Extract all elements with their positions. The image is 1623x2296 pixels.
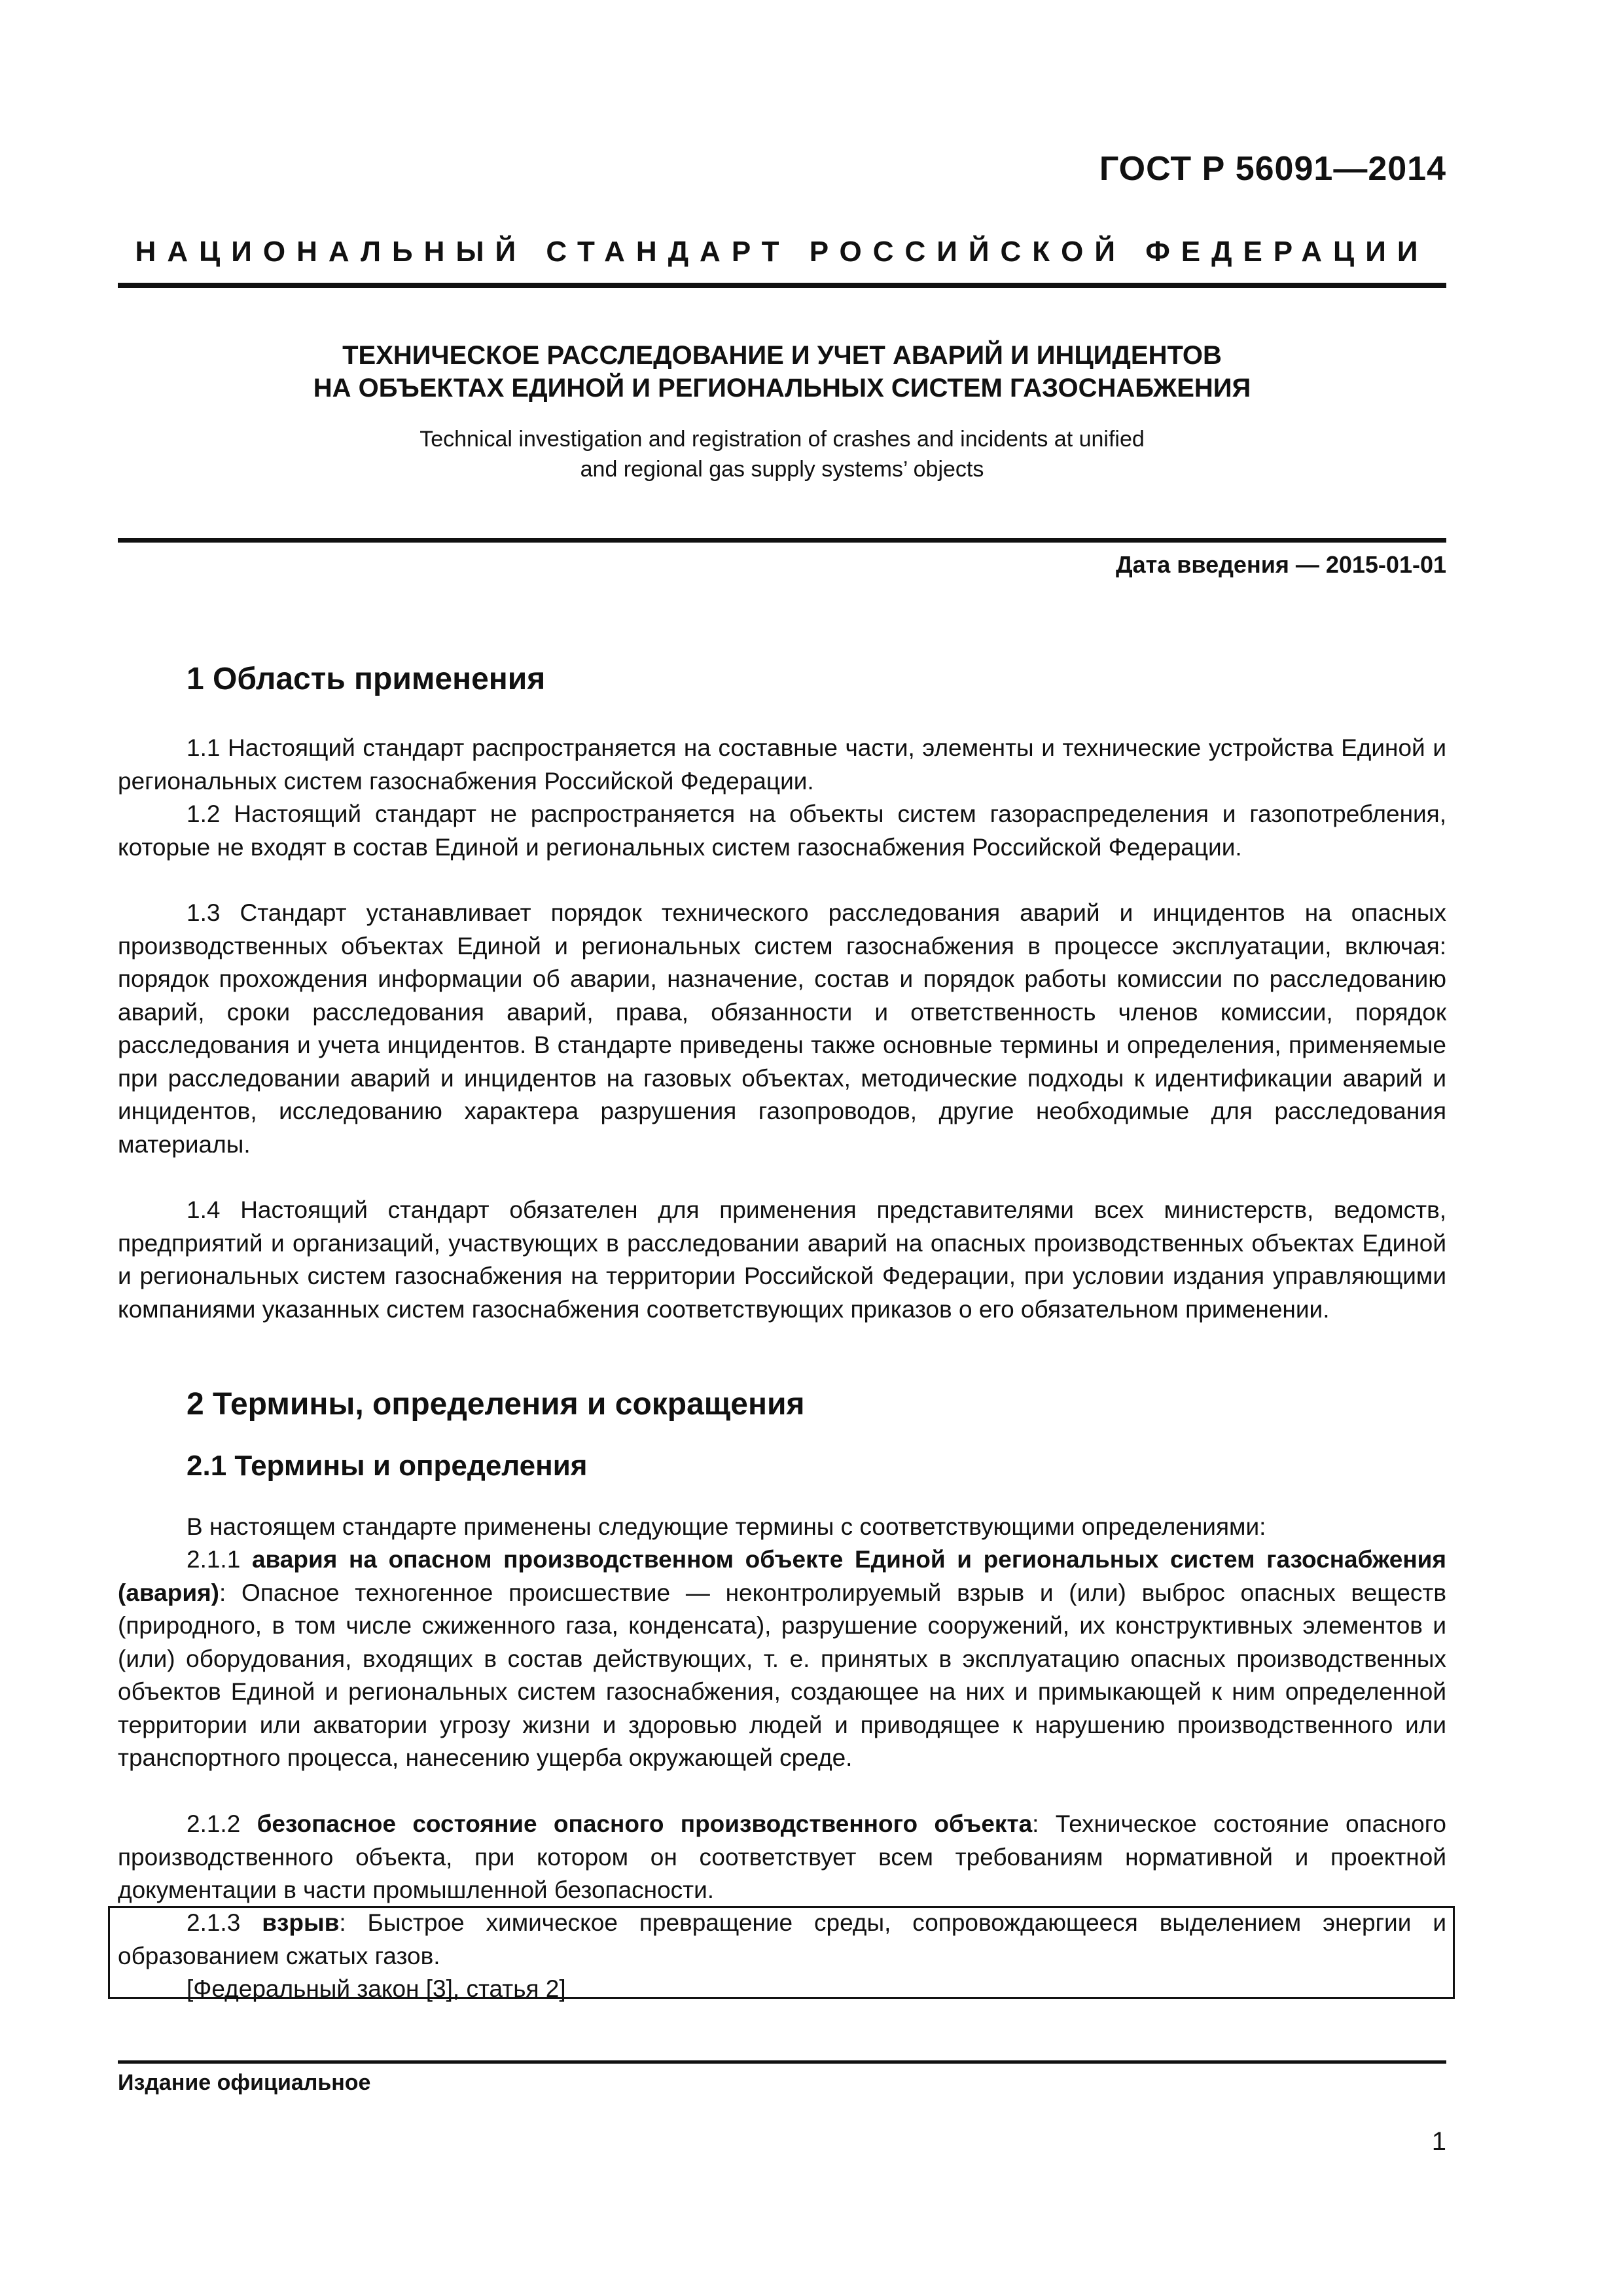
title-en bbox=[118, 424, 1446, 484]
title-en-line-2: and regional gas supply systems’ objects bbox=[580, 457, 984, 482]
section-2-heading: 2 Термины, определения и сокращения bbox=[187, 1387, 805, 1422]
section-1-heading: 1 Область применения bbox=[187, 662, 546, 696]
footer-rule bbox=[118, 2060, 1446, 2064]
term-2-1-3: 2.1.3 взрыв: Быстрое химическое превращение среды, сопровождающееся выделением энергии и образованием сжатых газов. bbox=[118, 1909, 1446, 1969]
page-number: 1 bbox=[1431, 2127, 1446, 2156]
title-ru bbox=[118, 339, 1446, 404]
middle-rule bbox=[118, 538, 1446, 543]
title-en-line-1: Technical investigation and registration of crashes and incidents at unified bbox=[419, 427, 1145, 452]
edition-label: Издание официальное bbox=[118, 2070, 371, 2095]
term-2-1-1: 2.1.1 авария на опасном производственном объекте Единой и региональных систем газоснабжения (авария): Опасное техногенное происшествие — неконтролируемый взрыв и (или) выброс опасных веществ (природного, в том числе сжиженного газа, конденсата), разрушение сооружений, их конструктивных элементов и (или) оборудования, входящих в состав действующих, т. е. принятых в эксплуатацию опасных производственных объектов Единой и региональных систем газоснабжения, создающее на них и примыкающей к ним определенной территории или акватории угрозу жизни и здоровью людей и приводящее к нарушению производственного или транспортного процесса, нанесению ущерба окружающей среде. bbox=[118, 1546, 1447, 1771]
term-2-1-2: 2.1.2 безопасное состояние опасного производственного объекта: Техническое состояние опасного производственного объекта, при котором он соответствует всем требованиям нормативной и проектной документации в части промышленной безопасности. bbox=[118, 1810, 1447, 1903]
term-2-1-2-name: безопасное состояние опасного производственного объекта bbox=[257, 1810, 1033, 1837]
paragraph-1-3: 1.3 Стандарт устанавливает порядок технического расследования аварий и инцидентов на опасных производственных объектах Единой и региональных систем газоснабжения в процессе эксплуатации, включая: порядок прохождения информации об аварии, назначение, состав и порядок работы комиссии по расследованию аварий, сроки расследования аварий, права, обязанности и ответственность членов комиссии, порядок расследования и учета инцидентов. В стандарте приведены также основные термины и определения, применяемые при расследовании аварий и инцидентов на газовых объектах, методические подходы к идентификации аварий и инцидентов, исследованию характера разрушения газопроводов, другие необходимые для расследования материалы. bbox=[118, 899, 1446, 1158]
top-rule bbox=[118, 283, 1446, 288]
introduction-date: Дата введения — 2015-01-01 bbox=[1115, 551, 1446, 578]
paragraph-1-1: 1.1 Настоящий стандарт распространяется на составные части, элементы и технические устройства Единой и региональных систем газоснабжения Российской Федерации. bbox=[118, 734, 1446, 795]
paragraph-1-4: 1.4 Настоящий стандарт обязателен для применения представителями всех министерств, ведомств, предприятий и организаций, участвующих в расследовании аварий на опасных производственных объектах Единой и региональных систем газоснабжения на территории Российской Федерации, при условии издания управляющими компаниями указанных систем газоснабжения соответствующих приказов о его обязательном применении. bbox=[118, 1196, 1446, 1323]
term-2-1-3-name: взрыв bbox=[262, 1909, 340, 1936]
doc-code: ГОСТ Р 56091—2014 bbox=[1099, 150, 1446, 188]
term-2-1-3-source: [Федеральный закон [3], статья 2] bbox=[187, 1975, 566, 2002]
term-2-1-1-name: авария на опасном производственном объекте Единой и региональных систем газоснабжения (авария) bbox=[118, 1546, 1447, 1606]
title-ru-line-1: ТЕХНИЧЕСКОЕ РАССЛЕДОВАНИЕ И УЧЕТ АВАРИЙ И ИНЦИДЕНТОВ bbox=[342, 341, 1222, 370]
national-standard-banner: НАЦИОНАЛЬНЫЙ СТАНДАРТ РОССИЙСКОЙ ФЕДЕРАЦИИ bbox=[135, 236, 1429, 268]
subsection-2-1-heading: 2.1 Термины и определения bbox=[187, 1450, 588, 1482]
title-ru-line-2: НА ОБЪЕКТАХ ЕДИНОЙ И РЕГИОНАЛЬНЫХ СИСТЕМ ГАЗОСНАБЖЕНИЯ bbox=[313, 374, 1251, 403]
paragraph-1-2: 1.2 Настоящий стандарт не распространяется на объекты систем газораспределения и газопотребления, которые не входят в состав Единой и региональных систем газоснабжения Российской Федерации. bbox=[118, 800, 1446, 861]
terms-intro: В настоящем стандарте применены следующие термины с соответствующими определениями: bbox=[187, 1513, 1266, 1540]
